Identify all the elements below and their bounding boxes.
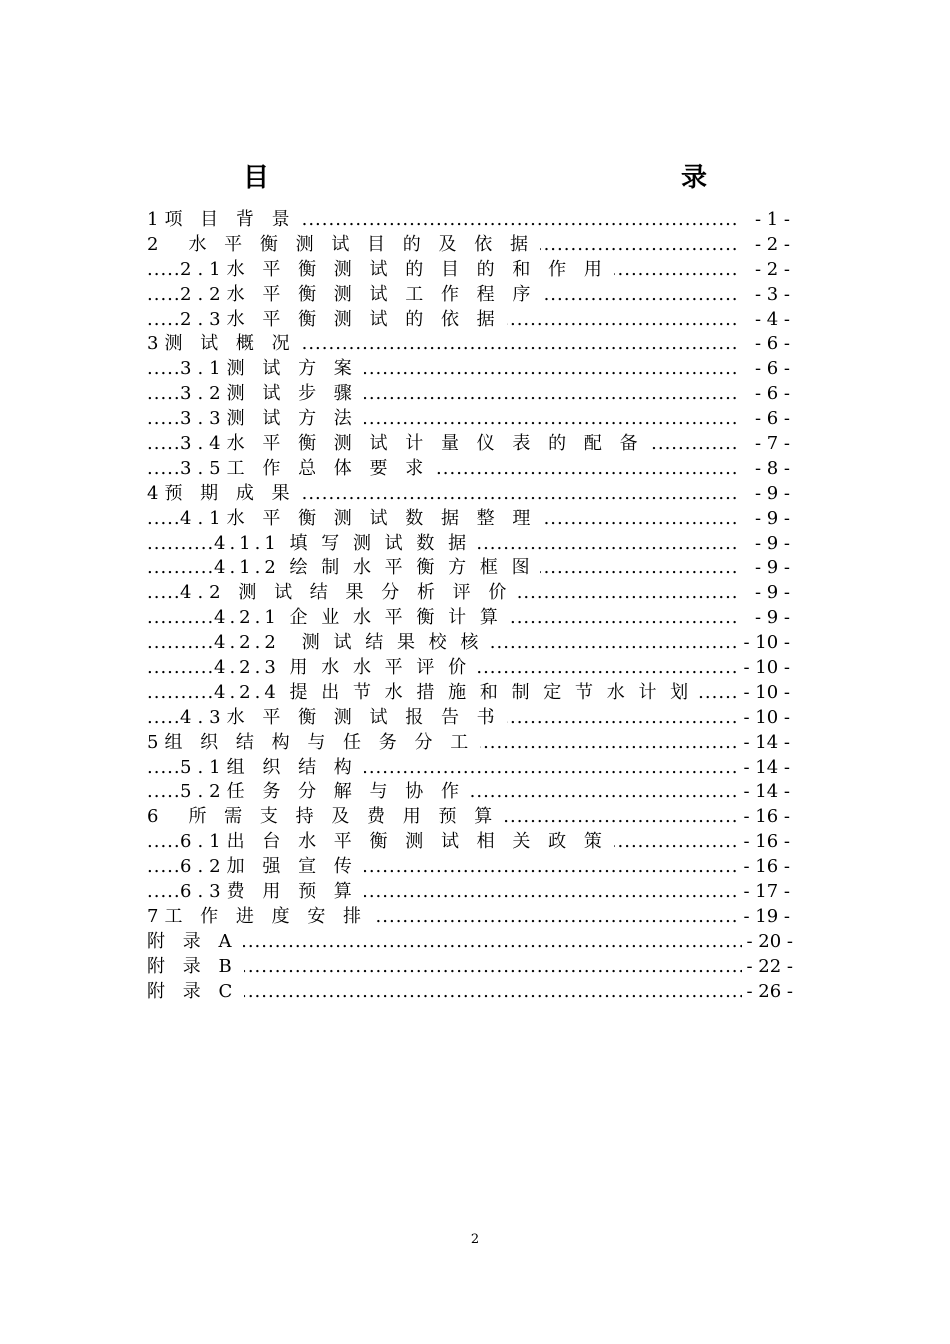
toc-entry[interactable] [0, 482, 950, 507]
toc-entry[interactable] [0, 233, 950, 258]
toc-entry[interactable] [0, 581, 950, 606]
toc-entry-page: - 20 - [742, 930, 793, 955]
toc-entry-label: 6.1出 台 水 平 衡 测 试 相 关 政 策 [180, 830, 614, 855]
toc-entry-page: - 19 - [739, 905, 790, 930]
toc-entry-page: - 10 - [739, 656, 790, 681]
toc-entry-page: - 16 - [739, 805, 790, 830]
toc-entry-label: 4.1.2 绘 制 水 平 衡 方 框 图 [214, 556, 540, 581]
toc-entry-page: - 9 - [751, 482, 790, 507]
toc-entry[interactable] [0, 407, 950, 432]
toc-entry-page: - 22 - [742, 955, 793, 980]
toc-entry-page: - 14 - [739, 756, 790, 781]
toc-entry-label: 3.1测 试 方 案 [180, 357, 364, 382]
toc-entry-label: 5组 织 结 构 与 任 务 分 工 [147, 731, 480, 756]
toc-entry-page: - 6 - [751, 407, 790, 432]
toc-entry[interactable] [0, 706, 950, 731]
toc-entry[interactable] [0, 930, 950, 955]
toc-entry-label: 6.2加 强 宣 传 [180, 855, 364, 880]
toc-entry[interactable] [0, 507, 950, 532]
toc-entry-page: - 4 - [751, 308, 790, 333]
toc-entry-label: 2 水 平 衡 测 试 目 的 及 依 据 [147, 233, 540, 258]
toc-entry-label: 3.2测 试 步 骤 [180, 382, 364, 407]
toc-entry[interactable] [0, 681, 950, 706]
toc-entry-page: - 3 - [751, 283, 790, 308]
toc-entry[interactable] [0, 457, 950, 482]
toc-entry[interactable] [0, 756, 950, 781]
toc-entry-page: - 2 - [751, 258, 790, 283]
toc-entry-label: 4.2.4 提 出 节 水 措 施 和 制 定 节 水 计 划 [214, 681, 698, 706]
toc-entry[interactable] [0, 830, 950, 855]
toc-entry-page: - 16 - [739, 855, 790, 880]
toc-entry-label: 3.5工 作 总 体 要 求 [180, 457, 435, 482]
toc-entry-page: - 14 - [739, 780, 790, 805]
toc-entry-label: 4.2.2 测 试 结 果 校 核 [214, 631, 488, 656]
toc-entry-page: - 9 - [751, 606, 790, 631]
toc-entry-page: - 17 - [739, 880, 790, 905]
page-number: 2 [470, 1232, 480, 1247]
toc-entry-label: 3测 试 概 况 [147, 332, 302, 357]
toc-entry[interactable] [0, 606, 950, 631]
toc-entry-page: - 2 - [751, 233, 790, 258]
toc-entry[interactable] [0, 432, 950, 457]
toc-entry[interactable] [0, 780, 950, 805]
toc-entry-label: 附 录 A [147, 930, 243, 955]
toc-entry-label: 6.3费 用 预 算 [180, 880, 364, 905]
toc-entry-label: 4.2.3 用 水 水 平 评 价 [214, 656, 476, 681]
toc-entry[interactable] [0, 532, 950, 557]
toc-entry[interactable] [0, 880, 950, 905]
toc-entry-label: 5.2任 务 分 解 与 协 作 [180, 780, 471, 805]
toc-entry-label: 2.1水 平 衡 测 试 的 目 的 和 作 用 [180, 258, 614, 283]
toc-entry-page: - 10 - [739, 706, 790, 731]
toc-entry-label: 4预 期 成 果 [147, 482, 302, 507]
toc-entry[interactable] [0, 556, 950, 581]
toc-entry-label: 4.2 测 试 结 果 分 析 评 价 [180, 581, 518, 606]
toc-entry-label: 7工 作 进 度 安 排 [147, 905, 373, 930]
toc-entry-label: 6 所 需 支 持 及 费 用 预 算 [147, 805, 504, 830]
toc-entry-page: - 6 - [751, 382, 790, 407]
toc-entry-page: - 6 - [751, 332, 790, 357]
page-title: 目 录 [242, 163, 827, 193]
toc-entry-page: - 10 - [739, 631, 790, 656]
toc-entry-label: 附 录 B [147, 955, 244, 980]
toc-entry-page: - 9 - [751, 532, 790, 557]
toc-entry-page: - 10 - [739, 681, 790, 706]
toc-entry[interactable] [0, 855, 950, 880]
toc-entry-label: 2.3水 平 衡 测 试 的 依 据 [180, 308, 507, 333]
toc-entry-page: - 14 - [739, 731, 790, 756]
toc-entry[interactable] [0, 357, 950, 382]
table-of-contents [0, 208, 950, 1005]
toc-entry[interactable] [0, 208, 950, 233]
toc-entry-page: - 8 - [751, 457, 790, 482]
toc-entry[interactable] [0, 332, 950, 357]
toc-entry-page: - 9 - [751, 556, 790, 581]
toc-entry-label: 附 录 C [147, 980, 244, 1005]
toc-entry-page: - 7 - [751, 432, 790, 457]
toc-entry-label: 4.1水 平 衡 测 试 数 据 整 理 [180, 507, 542, 532]
toc-entry-label: 4.2.1 企 业 水 平 衡 计 算 [214, 606, 508, 631]
toc-entry-page: - 26 - [742, 980, 793, 1005]
toc-entry-page: - 9 - [751, 507, 790, 532]
toc-entry-label: 2.2水 平 衡 测 试 工 作 程 序 [180, 283, 542, 308]
toc-entry-label: 3.3测 试 方 法 [180, 407, 364, 432]
toc-entry-page: - 16 - [739, 830, 790, 855]
toc-entry[interactable] [0, 980, 950, 1005]
toc-entry[interactable] [0, 308, 950, 333]
toc-entry[interactable] [0, 955, 950, 980]
toc-entry[interactable] [0, 631, 950, 656]
toc-entry-label: 3.4水 平 衡 测 试 计 量 仪 表 的 配 备 [180, 432, 650, 457]
toc-entry-page: - 1 - [751, 208, 790, 233]
toc-entry[interactable] [0, 656, 950, 681]
toc-entry-label: 4.3水 平 衡 测 试 报 告 书 [180, 706, 507, 731]
toc-entry-label: 5.1组 织 结 构 [180, 756, 364, 781]
toc-entry[interactable] [0, 283, 950, 308]
toc-entry[interactable] [0, 382, 950, 407]
toc-entry-page: - 6 - [751, 357, 790, 382]
toc-entry-label: 4.1.1 填 写 测 试 数 据 [214, 532, 476, 557]
toc-entry[interactable] [0, 258, 950, 283]
toc-entry[interactable] [0, 805, 950, 830]
toc-entry[interactable] [0, 905, 950, 930]
toc-entry-label: 1项 目 背 景 [147, 208, 302, 233]
toc-entry[interactable] [0, 731, 950, 756]
toc-entry-page: - 9 - [751, 581, 790, 606]
